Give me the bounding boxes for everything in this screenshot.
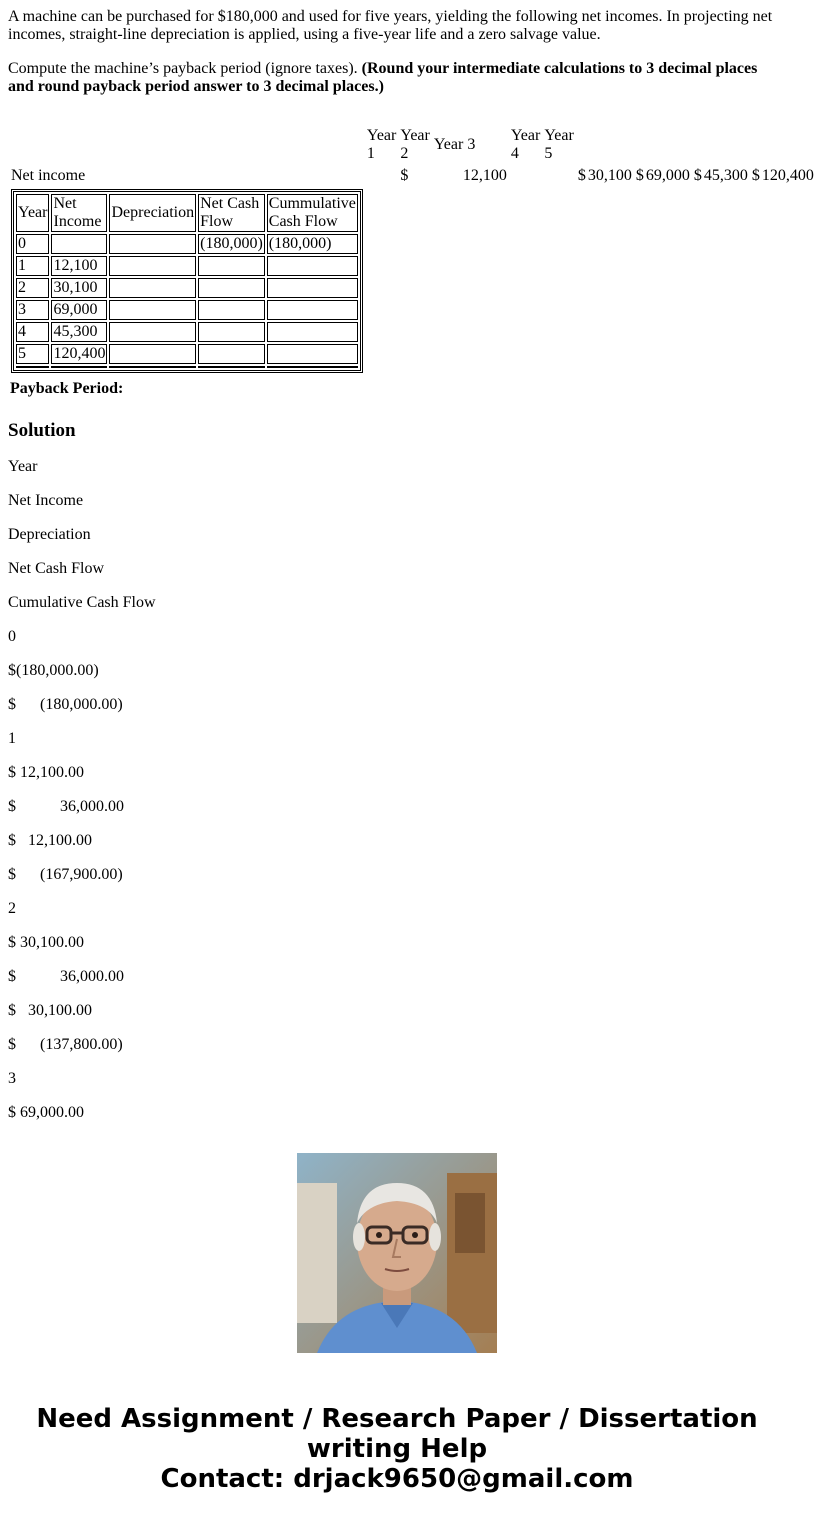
depreciation-cell[interactable] — [109, 256, 196, 276]
net-cash-flow-cell[interactable] — [198, 344, 265, 364]
net-income-cell[interactable]: 120,400 — [53, 345, 106, 362]
currency-symbol: $ — [400, 167, 409, 184]
currency-symbol: $ — [751, 167, 760, 184]
depreciation-cell[interactable] — [109, 234, 196, 254]
payback-worksheet-table — [11, 189, 363, 373]
net-income-table — [8, 124, 817, 376]
worksheet-row — [16, 344, 358, 364]
cumulative-cash-flow-cell[interactable] — [267, 300, 358, 320]
worksheet-row — [16, 256, 358, 276]
year-cell: 3 — [16, 300, 49, 320]
year-header: Year 5 — [544, 127, 574, 162]
currency-symbol: $ — [635, 167, 644, 184]
col-header: Net Income — [51, 194, 107, 232]
solution-line: $ (137,800.00) — [8, 1036, 123, 1053]
solution-line: Depreciation — [8, 526, 91, 543]
year-cell: 5 — [16, 344, 49, 364]
solution-line: 2 — [8, 900, 16, 917]
solution-line: $ 69,000.00 — [8, 1104, 84, 1121]
solution-line: $ 12,100.00 — [8, 764, 84, 781]
col-header: Cummulative Cash Flow — [268, 195, 356, 230]
banner-line: writing Help — [306, 1434, 488, 1464]
net-cash-flow-cell[interactable] — [198, 278, 265, 298]
cumulative-cash-flow-cell[interactable] — [267, 322, 358, 342]
net-income-value: 12,100 — [462, 167, 507, 184]
col-header: Depreciation — [109, 194, 196, 232]
banner-contact-line: Contact: drjack9650@gmail.com — [160, 1464, 634, 1494]
net-income-value: 69,000 — [645, 167, 690, 184]
tutor-portrait-image — [297, 1153, 497, 1353]
solution-line: Year — [8, 458, 38, 475]
net-cash-flow-cell[interactable]: (180,000) — [200, 235, 263, 252]
worksheet-row — [16, 322, 358, 342]
tutor-avatar — [297, 1153, 497, 1353]
solution-line: $(180,000.00) — [8, 662, 99, 679]
worksheet-row — [16, 300, 358, 320]
solution-line: 0 — [8, 628, 16, 645]
solution-line: $ 12,100.00 — [8, 832, 92, 849]
col-header: Year — [16, 194, 49, 232]
row-label: Net income — [11, 167, 86, 184]
solution-heading: Solution — [8, 420, 76, 441]
solution-line: Cumulative Cash Flow — [8, 594, 156, 611]
instruction-bold: (Round your intermediate calculations to 3 decimal places and round payback period answer to 3 decimal places.) — [8, 60, 758, 95]
year-header-row — [10, 126, 815, 164]
year-header: Year 4 — [510, 127, 541, 162]
net-income-value: 120,400 — [761, 167, 814, 184]
net-income-cell[interactable]: 69,000 — [51, 300, 107, 320]
net-cash-flow-cell[interactable] — [198, 300, 265, 320]
solution-line: $ 30,100.00 — [8, 1002, 92, 1019]
solution-line: Net Cash Flow — [8, 560, 104, 577]
year-cell: 4 — [16, 322, 49, 342]
col-header: Net Cash Flow — [198, 194, 265, 232]
worksheet-empty-row — [16, 366, 358, 368]
year-header: Year 3 — [433, 136, 476, 153]
cumulative-cash-flow-cell[interactable] — [267, 278, 358, 298]
cumulative-cash-flow-cell[interactable]: (180,000) — [267, 234, 358, 254]
solution-line: $ 36,000.00 — [8, 968, 124, 985]
net-income-value: 30,100 — [587, 167, 632, 184]
solution-line: Net Income — [8, 492, 84, 509]
cumulative-cash-flow-cell[interactable] — [267, 344, 358, 364]
depreciation-cell[interactable] — [109, 278, 196, 298]
net-cash-flow-cell[interactable] — [198, 256, 265, 276]
banner-line: Need Assignment / Research Paper / Dissertation — [36, 1404, 758, 1434]
payback-period-label: Payback Period: — [10, 380, 124, 397]
solution-line: $ 36,000.00 — [8, 798, 124, 815]
net-income-row — [10, 166, 815, 186]
question-intro: A machine can be purchased for $180,000 and used for five years, yielding the following net incomes. In projecting net incomes, straight-line depreciation is applied, using a five-year life and a zero salvage value. — [8, 8, 773, 43]
instruction-text: Compute the machine’s payback period (ignore taxes). — [8, 60, 362, 77]
worksheet-row — [16, 278, 358, 298]
worksheet-row — [16, 234, 358, 254]
year-cell: 0 — [16, 234, 49, 254]
year-header: Year 2 — [400, 127, 430, 162]
solution-lines — [8, 458, 786, 1122]
currency-symbol: $ — [693, 167, 702, 184]
solution-line: $ (167,900.00) — [8, 866, 123, 883]
net-income-cell[interactable]: 45,300 — [51, 322, 107, 342]
solution-line: 3 — [8, 1070, 16, 1087]
year-header: Year 1 — [366, 127, 397, 162]
solution-line: $ (180,000.00) — [8, 696, 123, 713]
cumulative-cash-flow-cell[interactable] — [267, 256, 358, 276]
net-income-cell[interactable] — [51, 234, 107, 254]
worksheet-header-row — [16, 194, 358, 232]
net-cash-flow-cell[interactable] — [198, 322, 265, 342]
net-income-cell[interactable]: 30,100 — [51, 278, 107, 298]
solution-line: $ 30,100.00 — [8, 934, 84, 951]
net-income-cell[interactable]: 12,100 — [51, 256, 107, 276]
year-cell: 1 — [16, 256, 49, 276]
depreciation-cell[interactable] — [109, 322, 196, 342]
depreciation-cell[interactable] — [109, 300, 196, 320]
contact-banner — [0, 1404, 794, 1494]
net-income-value: 45,300 — [703, 167, 748, 184]
solution-line: 1 — [8, 730, 16, 747]
currency-symbol: $ — [577, 167, 586, 184]
question-instruction — [8, 60, 786, 96]
depreciation-cell[interactable] — [109, 344, 196, 364]
year-cell: 2 — [16, 278, 49, 298]
